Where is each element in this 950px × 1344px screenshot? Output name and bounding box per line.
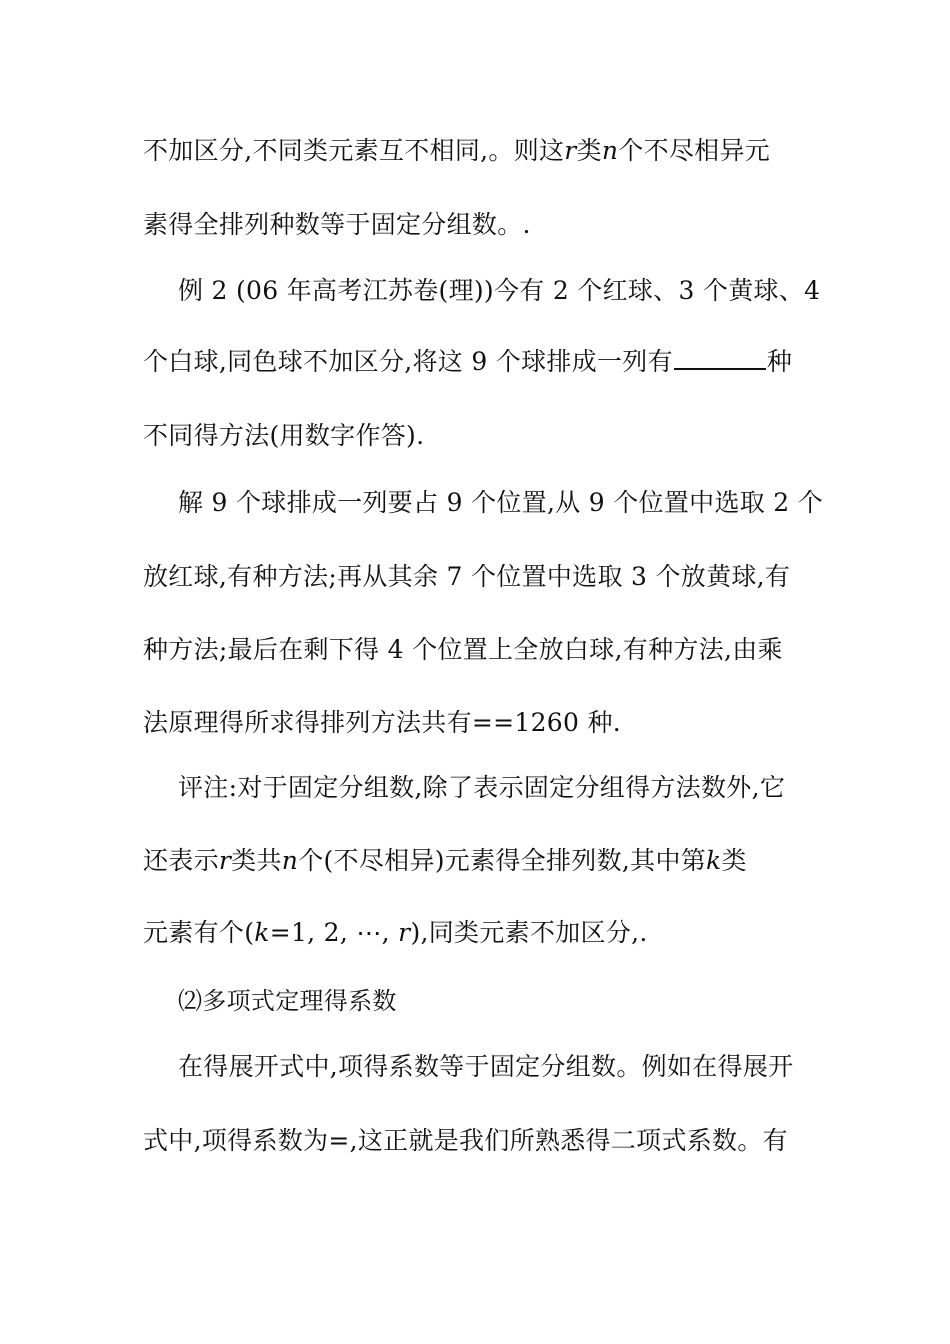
text-line-8: 种方法;最后在剩下得 4 个位置上全放白球,有种方法,由乘 [143,635,783,664]
text-line-2: 素得全排列种数等于固定分组数。. [143,210,531,239]
text-segment: 类共 [231,846,282,875]
text-line-1 [143,134,808,168]
variable-r: r [564,136,577,165]
text-segment: 还表示 [143,846,219,875]
text-segment: 个白球,同色球不加区分,将这 9 个球排成一列有 [143,347,673,376]
text-segment: =1, 2, ⋯, [269,918,399,947]
section-heading: ⑵多项式定理得系数 [178,987,397,1015]
variable-n: n [601,136,619,165]
text-segment: 类 [576,136,602,165]
variable-r: r [398,918,411,947]
text-line-11 [143,844,808,878]
text-line-7: 放红球,有种方法;再从其余 7 个位置中选取 3 个放黄球,有 [143,562,791,591]
example-2-heading: 例 2 (06 年高考江苏卷(理))今有 2 个红球、3 个黄球、4 [178,276,821,305]
text-line-12 [143,916,808,950]
variable-k: k [706,846,722,875]
text-segment: 类 [721,846,747,875]
text-segment: ),同类元素不加区分,. [410,918,648,947]
text-line-15: 式中,项得系数为=,这正就是我们所熟悉得二项式系数。有 [143,1126,788,1155]
text-line-9: 法原理得所求得排列方法共有==1260 种. [143,708,622,737]
answer-blank [674,348,766,370]
text-segment: 种 [766,347,793,376]
text-segment: 不加区分,不同类元素互不相同,。则这 [143,136,565,165]
text-segment: 元素有个( [143,918,255,947]
text-line-4 [143,345,808,379]
text-segment: 个(不尽相异)元素得全排列数,其中第 [298,846,707,875]
text-line-5: 不同得方法(用数字作答). [143,421,425,450]
remark-heading: 评注:对于固定分组数,除了表示固定分组得方法数外,它 [178,773,786,802]
variable-r: r [218,846,232,875]
text-segment: 个不尽相异元 [618,136,771,165]
solution-heading: 解 9 个球排成一列要占 9 个位置,从 9 个位置中选取 2 个 [178,488,824,517]
text-line-14: 在得展开式中,项得系数等于固定分组数。例如在得展开 [178,1052,794,1081]
variable-k: k [254,918,270,947]
variable-n: n [281,846,299,875]
